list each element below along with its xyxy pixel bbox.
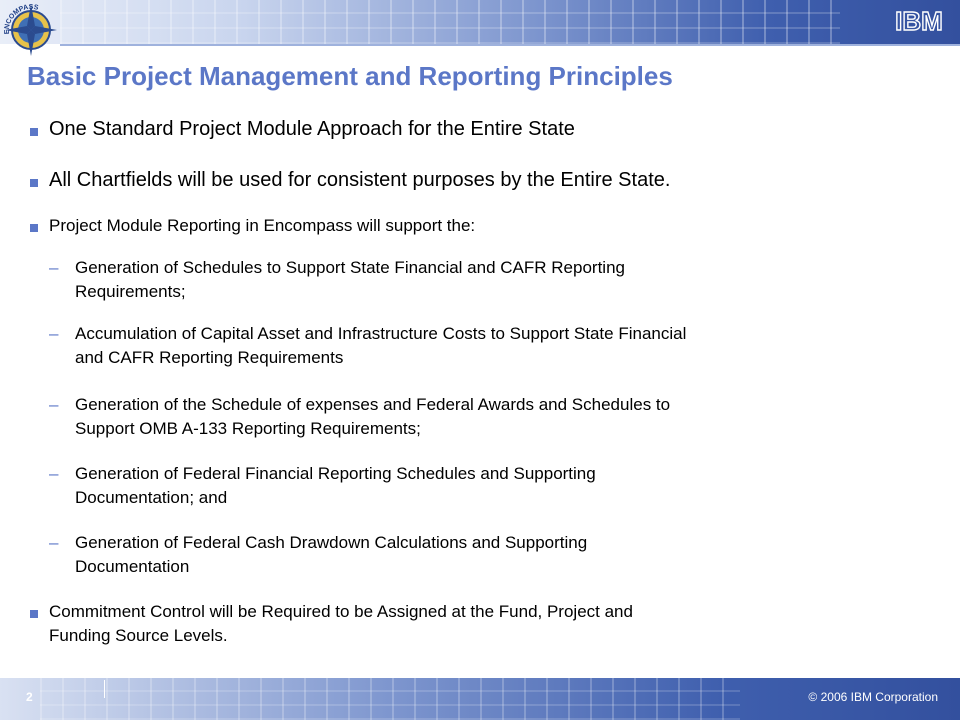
dash-marker: –: [49, 395, 59, 414]
sub-bullet-line: Generation of Federal Cash Drawdown Calculations and Supporting: [75, 533, 588, 552]
bullet-marker: [30, 179, 38, 187]
bullet-marker: [30, 128, 38, 136]
svg-text:ENCOMPASS: ENCOMPASS: [3, 3, 39, 35]
sub-bullet-line: Requirements;: [75, 282, 186, 301]
bullet-marker: [30, 224, 38, 232]
sub-bullet-line: Generation of the Schedule of expenses and Federal Awards and Schedules to: [75, 395, 671, 414]
bullet-marker: [30, 610, 38, 618]
slide-title: Basic Project Management and Reporting Principles: [27, 61, 673, 91]
dash-marker: –: [49, 464, 59, 483]
footer-divider: [104, 680, 105, 698]
sub-bullet-line: Documentation; and: [75, 488, 228, 507]
dash-marker: –: [49, 324, 59, 343]
ibm-logo: [886, 6, 952, 36]
encompass-logo: [2, 2, 60, 58]
page-number: 2: [26, 690, 33, 704]
bullet-text: Project Module Reporting in Encompass will support the:: [49, 216, 476, 235]
sub-bullet-line: Accumulation of Capital Asset and Infrastructure Costs to Support State Financial: [75, 324, 687, 343]
header-pattern: [60, 0, 840, 44]
bullet-text: One Standard Project Module Approach for the Entire State: [49, 118, 575, 140]
sub-bullet-text: [75, 256, 945, 304]
sub-bullet-text: [75, 393, 945, 441]
sub-bullet-text: [75, 322, 945, 370]
svg-text:IBM: IBM: [895, 6, 943, 36]
sub-bullet-text: [75, 462, 945, 510]
bullet-line: Funding Source Levels.: [49, 626, 228, 645]
sub-bullet-line: Generation of Schedules to Support State Financial and CAFR Reporting: [75, 258, 625, 277]
dash-marker: –: [49, 258, 59, 277]
copyright-text: © 2006 IBM Corporation: [808, 690, 938, 704]
footer-pattern: [40, 678, 740, 720]
header-band: [0, 0, 960, 44]
bullet-text: [49, 600, 633, 648]
sub-bullet-line: Generation of Federal Financial Reporting Schedules and Supporting: [75, 464, 596, 483]
bullet-text: All Chartfields will be used for consistent purposes by the Entire State.: [49, 169, 671, 191]
sub-bullet-line: Support OMB A-133 Reporting Requirements;: [75, 419, 421, 438]
sub-bullet-line: Documentation: [75, 557, 190, 576]
sub-bullet-text: [75, 531, 945, 579]
header-divider: [60, 44, 960, 46]
bullet-line: Commitment Control will be Required to be Assigned at the Fund, Project and: [49, 602, 633, 621]
dash-marker: –: [49, 533, 59, 552]
sub-bullet-line: and CAFR Reporting Requirements: [75, 348, 344, 367]
